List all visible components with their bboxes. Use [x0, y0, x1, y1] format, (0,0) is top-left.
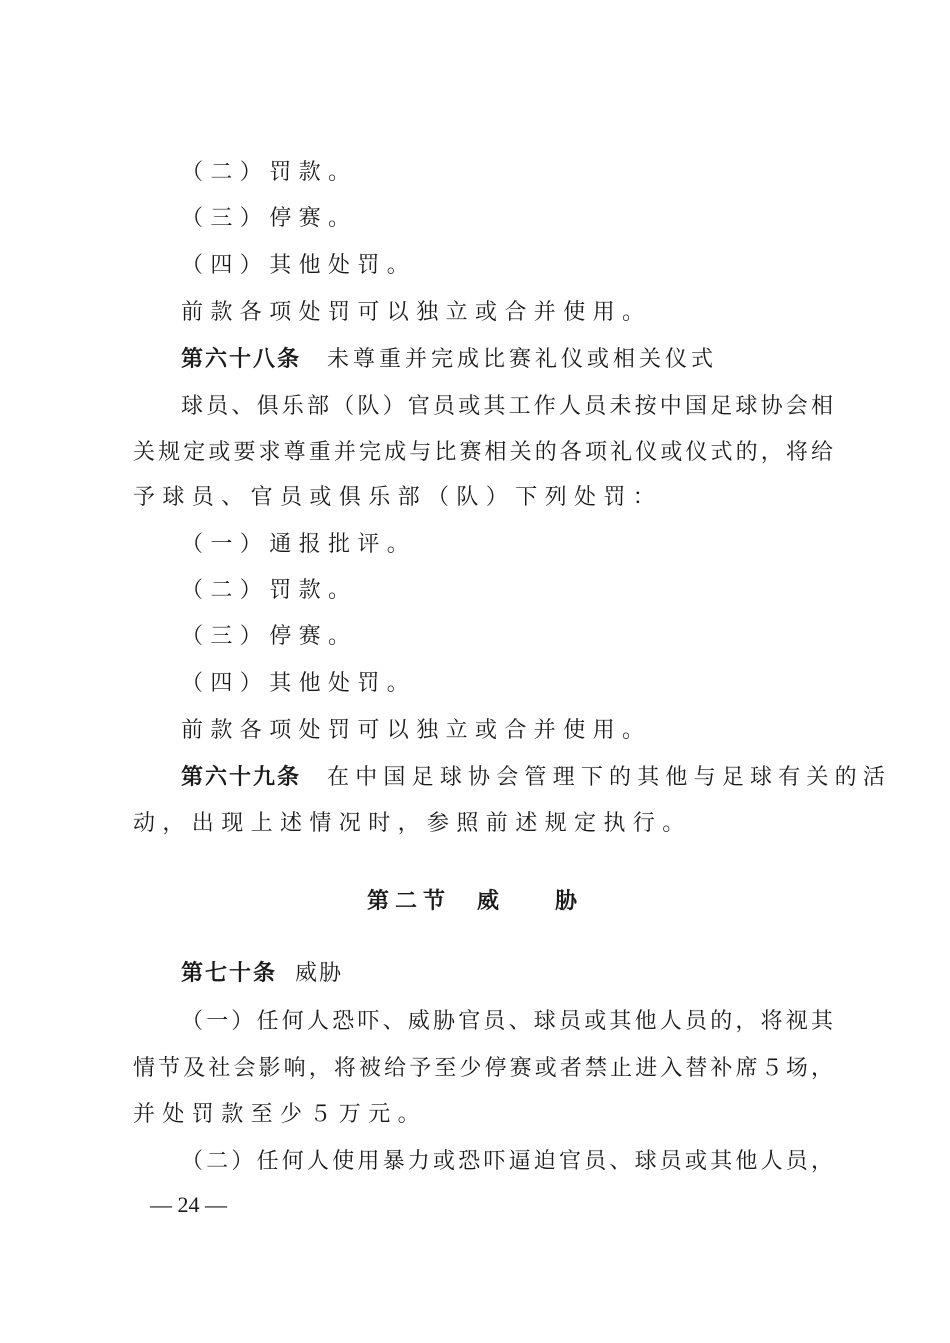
article-title: 第七十条 [181, 960, 278, 986]
list-item: （三）停赛。 [181, 206, 358, 231]
list-item: （三）停赛。 [181, 624, 358, 649]
section-title-part: 胁 [555, 888, 584, 914]
article-69-header [181, 763, 891, 792]
section-label: 第二节 [366, 888, 451, 914]
paragraph: 前款各项处罚可以独立或合并使用。 [181, 718, 652, 743]
article-heading: 未尊重并完成比赛礼仪或相关仪式 [327, 347, 718, 372]
paragraph-line: 球员、俱乐部（队）官员或其工作人员未按中国足球协会相 [181, 394, 833, 419]
list-item: （二）罚款。 [181, 160, 358, 185]
article-68-header [181, 345, 717, 374]
paragraph: 前款各项处罚可以独立或合并使用。 [181, 300, 652, 325]
list-item: （四）其他处罚。 [181, 253, 417, 278]
article-title: 第六十九条 [181, 764, 302, 790]
section-title-part: 威 [476, 888, 505, 914]
paragraph-line: 动，出现上述情况时，参照前述规定执行。 [133, 811, 692, 836]
list-item: （一）通报批评。 [181, 532, 417, 557]
paragraph-line: （二）任何人使用暴力或恐吓逼迫官员、球员或其他人员， [181, 1149, 833, 1174]
article-70-header [181, 959, 343, 988]
paragraph-line: 关规定或要求尊重并完成与比赛相关的各项礼仪或仪式的，将给 [133, 440, 833, 465]
paragraph-line: 在中国足球协会管理下的其他与足球有关的活 [327, 765, 892, 790]
article-heading: 威胁 [295, 961, 344, 986]
paragraph-line: 情节及社会影响，将被给予至少停赛或者禁止进入替补席５场， [133, 1056, 833, 1081]
list-item: （二）罚款。 [181, 578, 358, 603]
section-heading [0, 884, 950, 915]
paragraph-line: 并处罚款至少５万元。 [133, 1102, 428, 1127]
page-number: — 24 — [150, 1192, 227, 1217]
paragraph-line: 予球员、官员或俱乐部（队）下列处罚： [133, 485, 663, 510]
paragraph-line: （一）任何人恐吓、威胁官员、球员或其他人员的，将视其 [181, 1009, 833, 1034]
list-item: （四）其他处罚。 [181, 671, 417, 696]
article-title: 第六十八条 [181, 346, 302, 372]
